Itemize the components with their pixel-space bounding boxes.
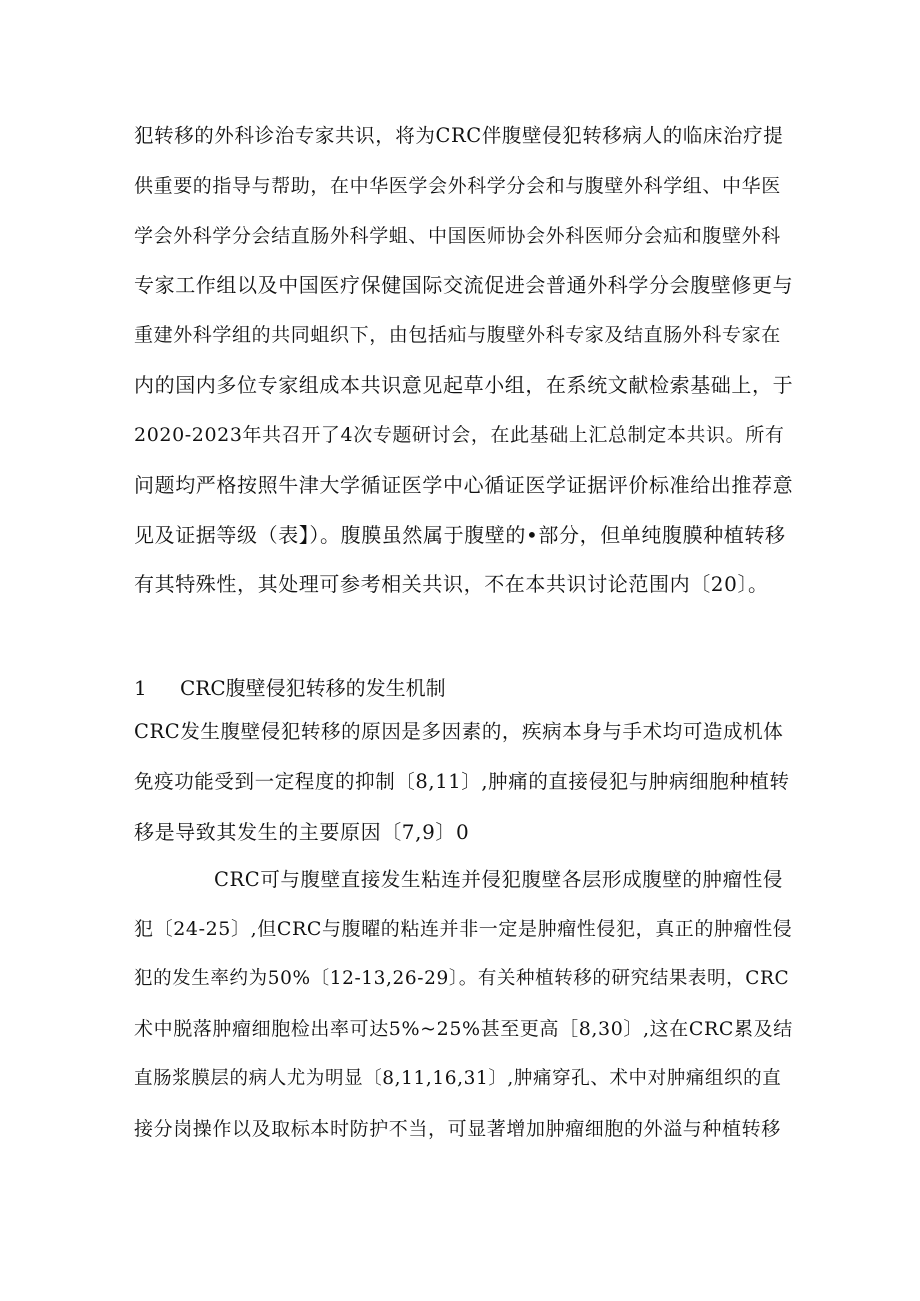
text-line: 术中脱落肿瘤细胞检出率可达5%~25%甚至更高［8,30〕,这在CRC累及结 <box>134 1018 793 1040</box>
text-line: 问题均严格按照牛津大学循证医学中心循证医学证据评价标准给出推荐意 <box>134 473 794 497</box>
section-number: 1 <box>134 676 147 700</box>
text-line: 接分岗操作以及取标本时防护不当，可显著增加肿瘤细胞的外溢与种植转移 <box>134 1118 781 1140</box>
text-line: CRC发生腹壁侵犯转移的原因是多因素的，疾病本身与手术均可造成机体 <box>134 720 784 743</box>
text-line: 专家工作组以及中国医疗保健国际交流促进会普通外科学分会腹壁修更与 <box>134 273 794 297</box>
text-line: 学会外科学分会结直肠外科学蛆、中国医师协会外科医师分会疝和腹壁外科 <box>134 225 781 247</box>
section-title: CRC腹壁侵犯转移的发生机制 <box>180 676 446 700</box>
text-line: CRC可与腹壁直接发生粘连并侵犯腹壁各层形成腹壁的肿瘤性侵 <box>214 868 783 891</box>
text-line: 犯〔24-25〕,但CRC与腹曜的粘连并非一定是肿瘤性侵犯，真正的肿瘤性侵 <box>134 918 793 940</box>
text-line: 内的国内多位专家组成本共识意见起草小组，在系统文献检索基础上，于 <box>134 373 794 397</box>
text-line: 直肠浆膜层的病人尤为明显〔8,11,16,31〕,肿痛穿孔、术中对肿痛组织的直 <box>134 1068 782 1089</box>
text-line: 犯的发生率约为50%〔12-13,26-29〕。有关种植转移的研究结果表明，CRC <box>134 968 790 989</box>
text-line: 重建外科学组的共同蛆织下，由包括疝与腹壁外科专家及结直肠外科专家在 <box>134 324 781 346</box>
text-line: 移是导致其发生的主要原因〔7,9〕0 <box>134 820 470 844</box>
text-line: 有其特殊性，其处理可参考相关共识，不在本共识讨论范围内〔20〕。 <box>134 572 769 596</box>
text-line: 见及证据等级（表】）。腹膜虽然属于腹壁的•部分，但单纯腹膜种植转移 <box>134 523 786 547</box>
text-line: 2020-2023年共召开了4次专题研讨会，在此基础上汇总制定本共识。所有 <box>134 424 785 446</box>
text-line: 供重要的指导与帮助，在中华医学会外科学分会和与腹壁外科学组、中华医 <box>134 175 781 197</box>
text-line: 免疫功能受到一定程度的抑制〔8,11〕,肿痛的直接侵犯与肿病细胞种植转 <box>134 770 790 793</box>
text-line: 犯转移的外科诊治专家共识，将为CRC伴腹壁侵犯转移病人的临床治疗提 <box>134 124 784 147</box>
